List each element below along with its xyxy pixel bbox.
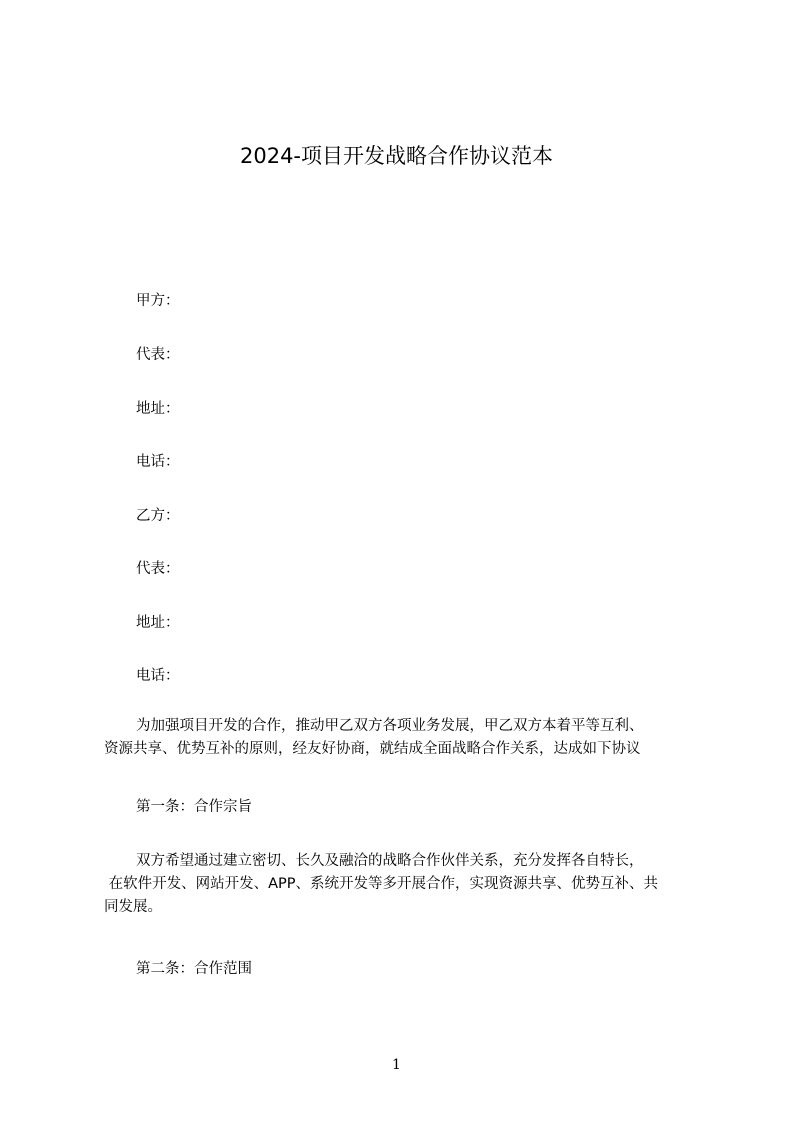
article-1-line: 在软件开发、网站开发、APP、系统开发等多开展合作，实现资源共享、优势互补、共 [104, 876, 659, 892]
party-a-rep-label: 代表： [136, 347, 180, 363]
party-b-address-label: 地址： [136, 615, 180, 631]
intro-paragraph [104, 716, 698, 762]
article-2-heading: 第二条：合作范围 [136, 961, 252, 977]
article-1-line: 同发展。 [104, 899, 162, 915]
article-1-heading: 第一条：合作宗旨 [136, 799, 252, 815]
party-b-name-label: 乙方： [136, 508, 180, 524]
party-a-phone-label: 电话： [136, 454, 180, 470]
intro-line: 资源共享、优势互补的原则，经友好协商，就结成全面战略合作关系，达成如下协议 [104, 741, 641, 757]
party-b-rep-label: 代表： [136, 561, 180, 577]
article-1-line: 双方希望通过建立密切、长久及融洽的战略合作伙伴关系，充分发挥各自特长， [136, 853, 644, 869]
intro-line: 为加强项目开发的合作，推动甲乙双方各项业务发展，甲乙双方本着平等互利、 [136, 718, 644, 734]
article-1-paragraph [104, 851, 698, 920]
party-a-name-label: 甲方： [136, 293, 180, 309]
party-a-address-label: 地址： [136, 401, 180, 417]
party-b-phone-label: 电话： [136, 668, 180, 684]
page-title: 2024-项目开发战略合作协议范本 [239, 144, 554, 168]
page-number: 1 [392, 1057, 401, 1073]
